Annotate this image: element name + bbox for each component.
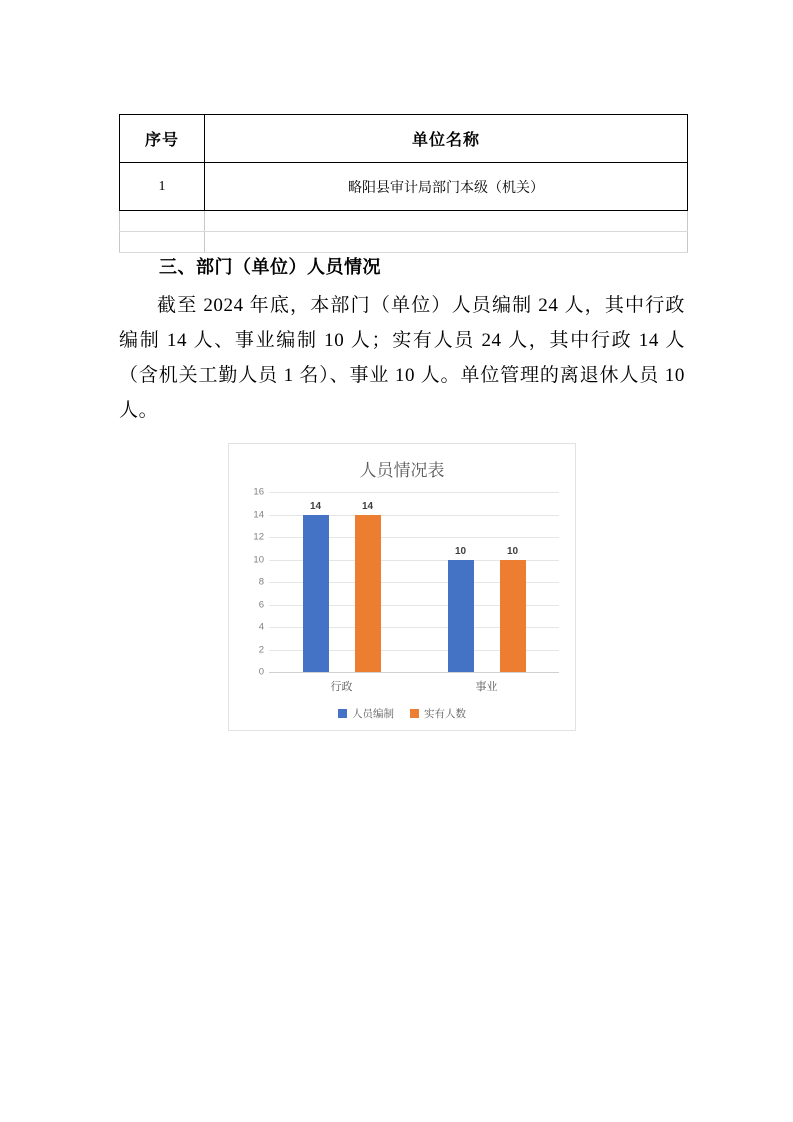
- chart-bar-value-label: 14: [361, 500, 374, 512]
- chart-y-tick-label: 2: [258, 644, 264, 655]
- section-paragraph: 截至 2024 年底，本部门（单位）人员编制 24 人，其中行政编制 14 人、事业编制 10 人；实有人员 24 人，其中行政 14 人（含机关工勤人员 1 名）、事业 10 人。单位管理的离退休人员 10 人。: [119, 295, 685, 421]
- chart-bar-value-label: 10: [506, 545, 519, 557]
- table-header-name: 单位名称: [205, 115, 688, 163]
- table-row-empty: [120, 211, 688, 232]
- chart-legend-item: [410, 706, 466, 721]
- table-cell-name: 略阳县审计局部门本级（机关）: [205, 163, 688, 211]
- chart-x-tick-label: 行政: [330, 681, 353, 693]
- chart-x-tick-label: 事业: [475, 681, 498, 693]
- table-cell-empty: [120, 211, 205, 232]
- chart-y-tick-label: 6: [258, 599, 264, 610]
- chart-legend: [229, 706, 575, 721]
- chart-title: 人员情况表: [359, 461, 445, 480]
- chart-legend-swatch: [410, 709, 419, 718]
- chart-bar: [355, 500, 381, 673]
- chart-legend-label: 人员编制: [352, 708, 394, 720]
- chart-y-tick-label: 0: [258, 666, 264, 678]
- chart-y-tick-label: 10: [253, 554, 264, 565]
- table-header-no: 序号: [120, 115, 205, 163]
- table-cell-empty: [205, 232, 688, 253]
- chart-y-tick-label: 12: [253, 531, 264, 543]
- chart-y-tick-label: 8: [258, 576, 264, 588]
- chart-legend-item: [338, 706, 394, 721]
- unit-table: [119, 114, 688, 253]
- chart-bar: [500, 545, 526, 673]
- chart-y-tick-label: 14: [253, 509, 264, 520]
- chart-y-tick-label: 16: [253, 486, 264, 498]
- table-header-row: [120, 115, 688, 163]
- chart-y-tick-label: 4: [258, 621, 264, 633]
- chart-bar: [303, 500, 329, 673]
- table-cell-no: 1: [120, 163, 205, 211]
- chart-legend-label: 实有人数: [424, 708, 466, 720]
- chart-legend-swatch: [338, 709, 347, 718]
- chart-bars: [269, 492, 559, 672]
- table-cell-empty: [205, 211, 688, 232]
- section-heading: 三、部门（单位）人员情况: [159, 257, 381, 277]
- chart-bar: [448, 545, 474, 673]
- chart-plot-area: [253, 486, 559, 678]
- table-cell-empty: [120, 232, 205, 253]
- personnel-chart: [228, 443, 576, 731]
- table-row: [120, 163, 688, 211]
- chart-gridline: [269, 672, 559, 673]
- chart-bar-value-label: 10: [454, 545, 467, 557]
- chart-bar-value-label: 14: [309, 500, 322, 512]
- table-row-empty: [120, 232, 688, 253]
- chart-x-axis: [269, 678, 559, 694]
